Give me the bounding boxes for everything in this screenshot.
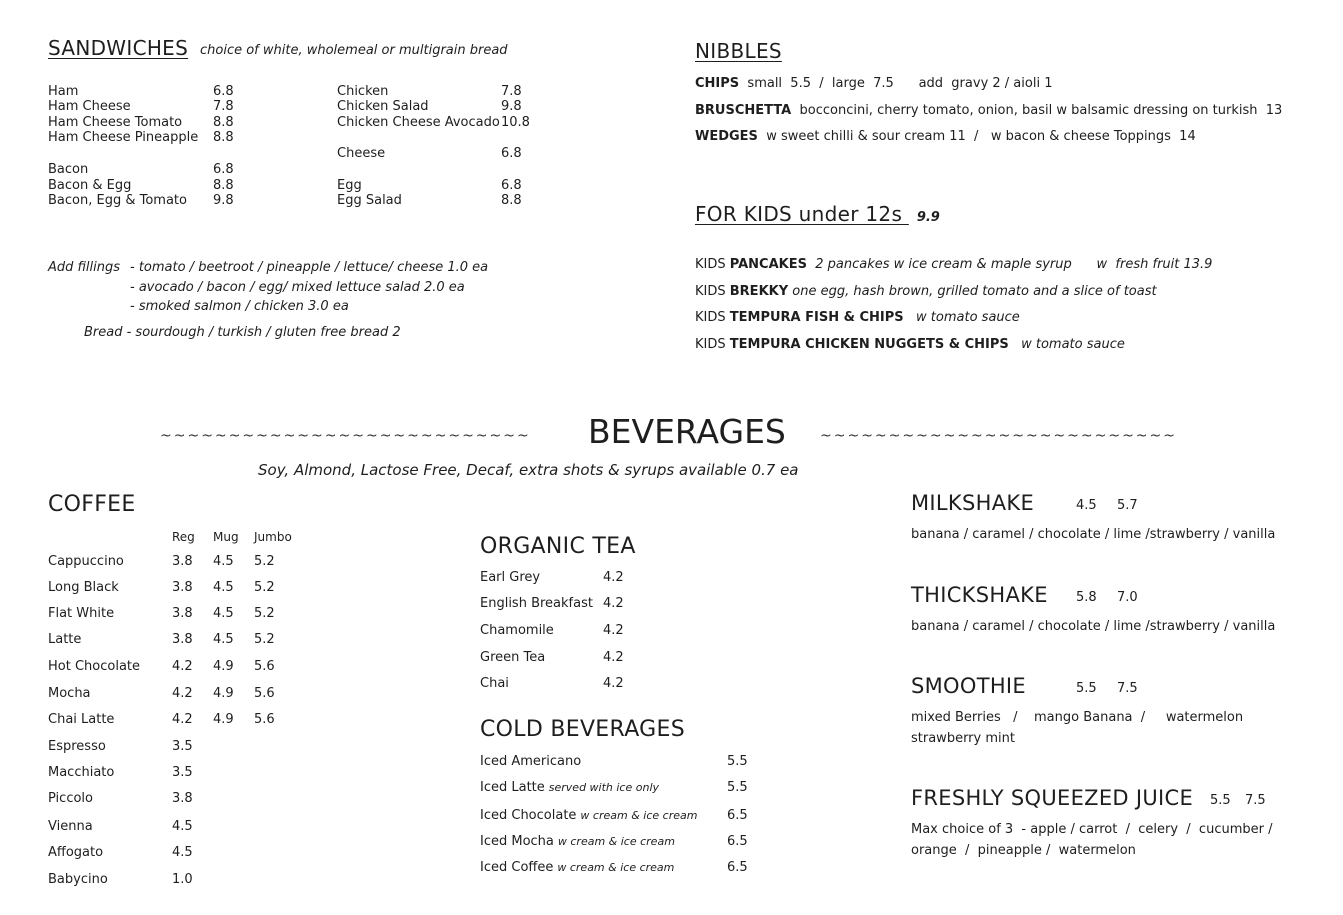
kids-desc: w tomato sauce	[1008, 337, 1125, 352]
sandwich-name: Chicken	[337, 84, 389, 99]
beverages-title: BEVERAGES	[588, 412, 786, 451]
tea-price: 4.2	[603, 623, 624, 638]
nibble-name: BRUSCHETTA	[695, 103, 792, 118]
kids-prefix: KIDS	[695, 310, 730, 325]
shake-desc: Max choice of 3 - apple / carrot / celery / cucumber /	[911, 822, 1273, 837]
coffee-name: Chai Latte	[48, 712, 115, 727]
cold-name: Iced Chocolate	[480, 808, 577, 823]
nibble-item	[695, 76, 1052, 91]
shake-price-regular: 5.5	[1210, 793, 1231, 808]
nibble-name: CHIPS	[695, 76, 740, 91]
tilde-divider-left: ~~~~~~~~~~~~~~~~~~~~~~~~~~~	[160, 428, 531, 444]
coffee-price: 3.5	[172, 765, 193, 780]
shake-title: MILKSHAKE	[911, 491, 1035, 515]
kids-desc: w tomato sauce	[903, 310, 1020, 325]
fillings-label: Add fillings	[48, 260, 121, 275]
shake-desc: banana / caramel / chocolate / lime /strawberry / vanilla	[911, 619, 1276, 634]
shake-price-large: 7.0	[1117, 590, 1138, 605]
nibble-item	[695, 103, 1282, 118]
kids-item	[695, 310, 1020, 325]
shake-desc: orange / pineapple / watermelon	[911, 843, 1136, 858]
sandwich-name: Ham Cheese Pineapple	[48, 130, 199, 145]
tea-name: Green Tea	[480, 650, 546, 665]
coffee-price: 4.5	[213, 554, 234, 569]
coffee-price: 3.8	[172, 580, 193, 595]
coffee-name: Piccolo	[48, 791, 93, 806]
kids-prefix: KIDS	[695, 284, 730, 299]
filling-option: - tomato / beetroot / pineapple / lettuce/ cheese 1.0 ea	[130, 260, 489, 275]
coffee-name: Mocha	[48, 686, 91, 701]
sandwich-price: 10.8	[501, 115, 530, 130]
coffee-name: Affogato	[48, 845, 104, 860]
sandwich-price: 6.8	[213, 162, 234, 177]
tea-title: ORGANIC TEA	[480, 534, 636, 559]
kids-price: 9.9	[916, 210, 940, 225]
tea-name: Chai	[480, 676, 509, 691]
shake-price-regular: 4.5	[1076, 498, 1097, 513]
sandwich-name: Ham	[48, 84, 79, 99]
coffee-title: COFFEE	[48, 492, 136, 517]
coffee-name: Hot Chocolate	[48, 659, 141, 674]
kids-heading	[695, 202, 940, 226]
coffee-price: 3.8	[172, 606, 193, 621]
coffee-price: 5.2	[254, 606, 275, 621]
sandwiches-title: SANDWICHES	[48, 36, 189, 60]
sandwich-name: Ham Cheese Tomato	[48, 115, 183, 130]
beverages-note: Soy, Almond, Lactose Free, Decaf, extra shots & syrups available 0.7 ea	[258, 461, 799, 479]
cold-note: w cream & ice cream	[580, 809, 698, 822]
kids-item	[695, 337, 1125, 352]
coffee-price: 4.2	[172, 659, 193, 674]
kids-item	[695, 257, 1212, 272]
shake-price-regular: 5.5	[1076, 681, 1097, 696]
coffee-price: 5.2	[254, 554, 275, 569]
coffee-name: Vienna	[48, 819, 93, 834]
nibble-desc: w sweet chilli & sour cream 11 / w bacon & cheese Toppings 14	[757, 129, 1196, 144]
sandwich-price: 8.8	[501, 193, 522, 208]
coffee-price: 4.5	[213, 632, 234, 647]
filling-option: - smoked salmon / chicken 3.0 ea	[130, 299, 349, 314]
coffee-price: 5.6	[254, 686, 275, 701]
sandwich-price: 8.8	[213, 178, 234, 193]
shake-desc: banana / caramel / chocolate / lime /strawberry / vanilla	[911, 527, 1276, 542]
tilde-divider-right: ~~~~~~~~~~~~~~~~~~~~~~~~~~	[820, 428, 1177, 444]
sandwich-price: 7.8	[213, 99, 234, 114]
cold-item	[480, 780, 659, 795]
coffee-price: 5.6	[254, 712, 275, 727]
tea-price: 4.2	[603, 596, 624, 611]
coffee-price: 4.5	[213, 606, 234, 621]
kids-name: TEMPURA CHICKEN NUGGETS & CHIPS	[729, 337, 1009, 352]
sandwich-price: 9.8	[501, 99, 522, 114]
cold-name: Iced Latte	[480, 780, 545, 795]
cold-note: served with ice only	[548, 781, 660, 794]
cold-note: w cream & ice cream	[557, 835, 675, 848]
coffee-price: 4.5	[213, 580, 234, 595]
kids-title: FOR KIDS under 12s	[695, 202, 909, 226]
nibble-name: WEDGES	[695, 129, 758, 144]
sandwich-price: 9.8	[213, 193, 234, 208]
tea-price: 4.2	[603, 676, 624, 691]
shake-price-regular: 5.8	[1076, 590, 1097, 605]
coffee-price: 4.9	[213, 686, 234, 701]
kids-prefix: KIDS	[695, 337, 730, 352]
sandwich-price: 8.8	[213, 130, 234, 145]
coffee-header-mug: Mug	[213, 530, 239, 544]
shake-desc: mixed Berries / mango Banana / watermelon	[911, 710, 1244, 725]
sandwich-name: Bacon	[48, 162, 89, 177]
shake-title: THICKSHAKE	[911, 583, 1048, 607]
cold-price: 6.5	[727, 808, 748, 823]
kids-name: PANCAKES	[729, 257, 807, 272]
sandwich-price: 6.8	[501, 178, 522, 193]
sandwich-name: Bacon, Egg & Tomato	[48, 193, 187, 208]
shake-price-large: 7.5	[1117, 681, 1138, 696]
sandwich-price: 6.8	[213, 84, 234, 99]
coffee-price: 5.6	[254, 659, 275, 674]
cold-price: 6.5	[727, 860, 748, 875]
cold-price: 5.5	[727, 780, 748, 795]
sandwich-price: 8.8	[213, 115, 234, 130]
nibble-item	[695, 129, 1196, 144]
tea-name: English Breakfast	[480, 596, 593, 611]
shake-title: FRESHLY SQUEEZED JUICE	[911, 786, 1194, 810]
coffee-price: 4.5	[172, 845, 193, 860]
filling-option: - avocado / bacon / egg/ mixed lettuce salad 2.0 ea	[130, 280, 465, 295]
coffee-price: 3.5	[172, 739, 193, 754]
shake-desc: strawberry mint	[911, 731, 1015, 746]
tea-name: Earl Grey	[480, 570, 541, 585]
shake-price-large: 7.5	[1245, 793, 1266, 808]
coffee-header-jumbo: Jumbo	[254, 530, 292, 544]
cold-item	[480, 860, 674, 875]
cold-price: 6.5	[727, 834, 748, 849]
cold-note: w cream & ice cream	[557, 861, 675, 874]
sandwich-name: Bacon & Egg	[48, 178, 132, 193]
kids-name: TEMPURA FISH & CHIPS	[729, 310, 904, 325]
sandwiches-subtitle: choice of white, wholemeal or multigrain bread	[200, 43, 508, 58]
kids-desc: one egg, hash brown, grilled tomato and a slice of toast	[788, 284, 1157, 299]
coffee-header-reg: Reg	[172, 530, 195, 544]
cold-name: Iced Mocha	[480, 834, 554, 849]
shake-title: SMOOTHIE	[911, 674, 1026, 698]
coffee-price: 4.2	[172, 712, 193, 727]
coffee-name: Babycino	[48, 872, 108, 887]
coffee-price: 3.8	[172, 791, 193, 806]
bread-option: Bread - sourdough / turkish / gluten free bread 2	[84, 325, 401, 340]
tea-name: Chamomile	[480, 623, 554, 638]
cold-item	[480, 808, 697, 823]
coffee-name: Espresso	[48, 739, 106, 754]
tea-price: 4.2	[603, 570, 624, 585]
coffee-price: 5.2	[254, 632, 275, 647]
cold-title: COLD BEVERAGES	[480, 717, 685, 742]
sandwich-name: Chicken Salad	[337, 99, 429, 114]
coffee-price: 4.2	[172, 686, 193, 701]
coffee-price: 5.2	[254, 580, 275, 595]
coffee-name: Macchiato	[48, 765, 115, 780]
coffee-price: 1.0	[172, 872, 193, 887]
cold-item	[480, 754, 585, 769]
sandwich-name: Egg Salad	[337, 193, 402, 208]
coffee-name: Latte	[48, 632, 82, 647]
coffee-price: 4.9	[213, 712, 234, 727]
sandwich-name: Egg	[337, 178, 362, 193]
nibble-desc: small 5.5 / large 7.5 add gravy 2 / aioli 1	[739, 76, 1053, 91]
kids-prefix: KIDS	[695, 257, 730, 272]
cold-name: Iced Coffee	[480, 860, 554, 875]
coffee-price: 4.9	[213, 659, 234, 674]
sandwich-price: 6.8	[501, 146, 522, 161]
nibble-desc: bocconcini, cherry tomato, onion, basil w balsamic dressing on turkish 13	[791, 103, 1283, 118]
kids-desc: 2 pancakes w ice cream & maple syrup w fresh fruit 13.9	[806, 257, 1213, 272]
sandwich-name: Chicken Cheese Avocado	[337, 115, 500, 130]
coffee-name: Cappuccino	[48, 554, 124, 569]
sandwich-name: Cheese	[337, 146, 386, 161]
cold-price: 5.5	[727, 754, 748, 769]
kids-name: BREKKY	[729, 284, 789, 299]
coffee-name: Flat White	[48, 606, 115, 621]
cold-name: Iced Americano	[480, 754, 582, 769]
tea-price: 4.2	[603, 650, 624, 665]
nibbles-title: NIBBLES	[695, 39, 782, 63]
coffee-price: 3.8	[172, 632, 193, 647]
kids-item	[695, 284, 1157, 299]
coffee-price: 3.8	[172, 554, 193, 569]
cold-item	[480, 834, 675, 849]
coffee-name: Long Black	[48, 580, 119, 595]
shake-price-large: 5.7	[1117, 498, 1138, 513]
sandwich-price: 7.8	[501, 84, 522, 99]
coffee-price: 4.5	[172, 819, 193, 834]
sandwich-name: Ham Cheese	[48, 99, 131, 114]
